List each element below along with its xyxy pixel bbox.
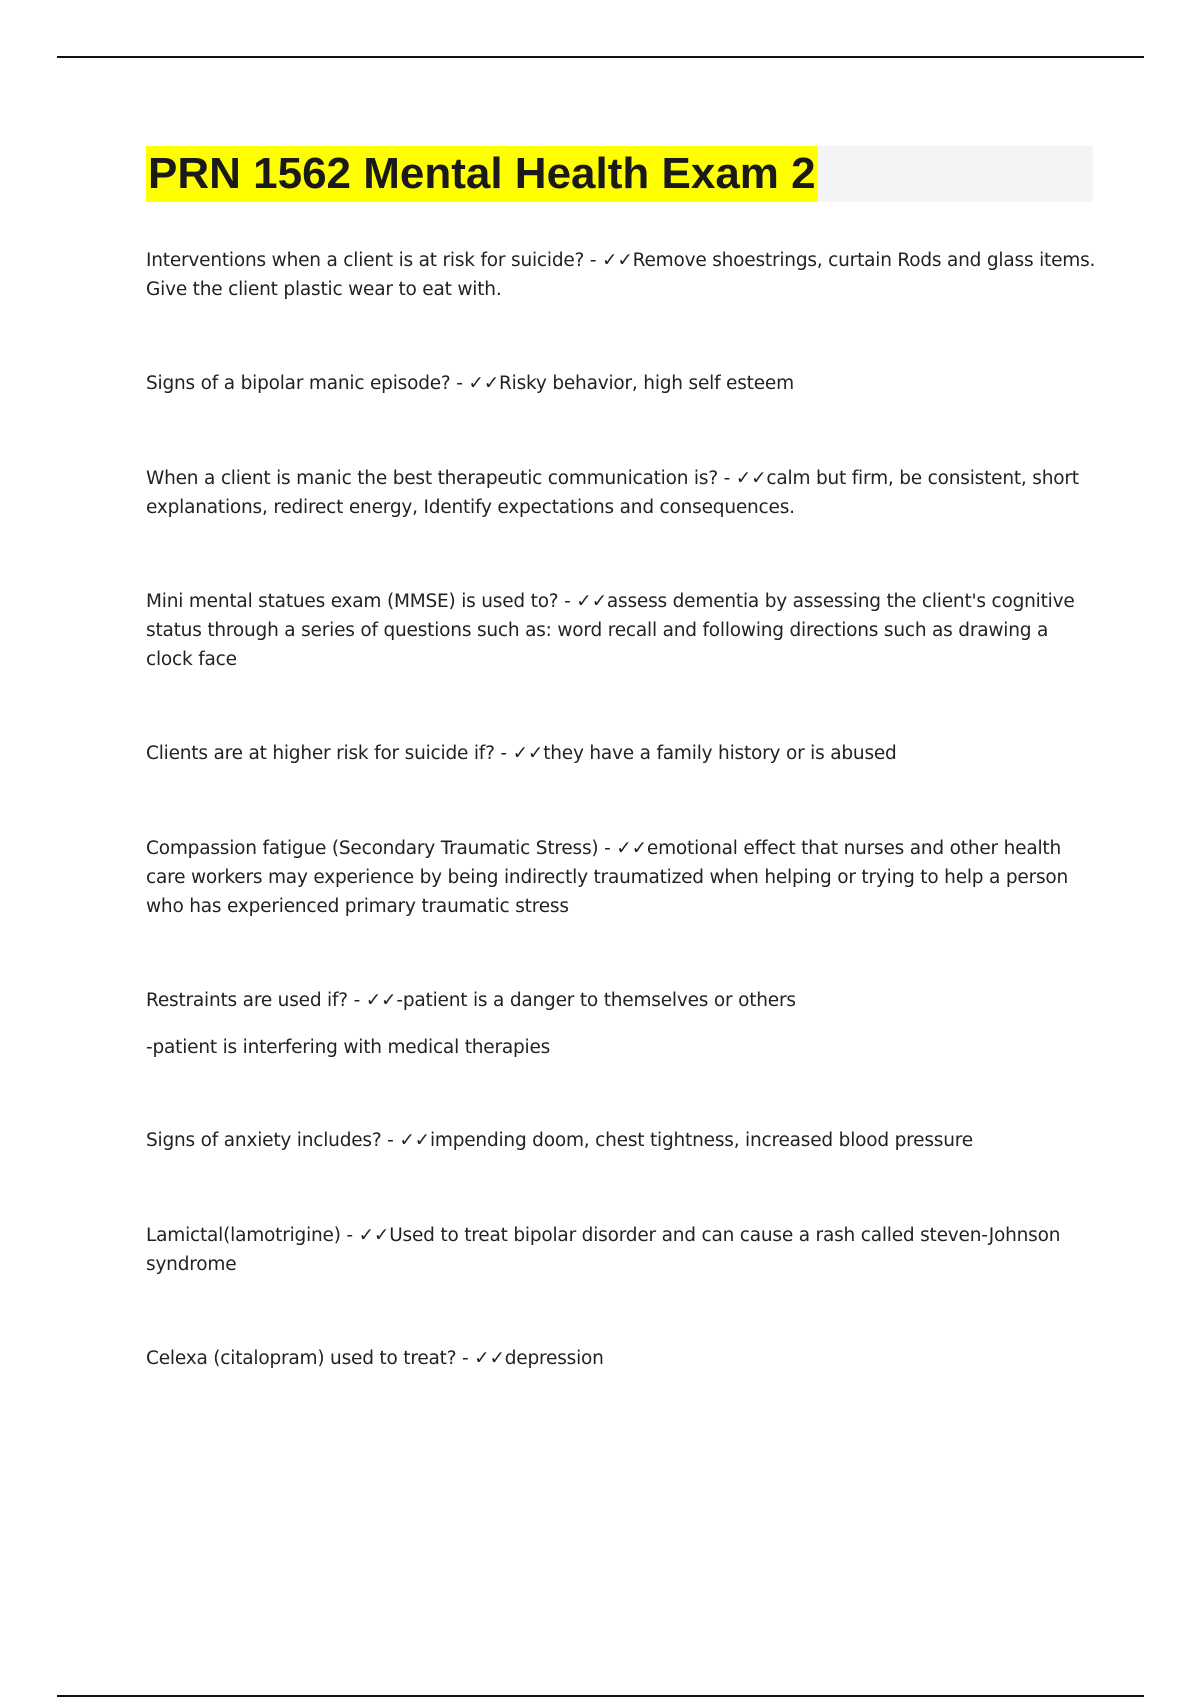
question: Signs of anxiety includes? — [146, 1130, 382, 1151]
qa-item-10 — [146, 1344, 1096, 1373]
answer: emotional effect that nurses and other health care workers may experience by being indirectly traumatized when helping or trying to help a person who has experienced primary traumatic stress — [146, 838, 1069, 917]
answer: calm but firm, be consistent, short explanations, redirect energy, Identify expectations and consequences. — [146, 468, 1079, 518]
answer: impending doom, chest tightness, increased blood pressure — [429, 1130, 973, 1151]
question: Restraints are used if? — [146, 990, 348, 1011]
check-separator: - ✓✓ — [340, 1225, 390, 1246]
qa-item-4 — [146, 587, 1096, 674]
qa-item-7-extra-line: -patient is interfering with medical therapies — [146, 1037, 551, 1058]
question: When a client is manic the best therapeutic communication is? — [146, 468, 718, 489]
check-separator: - ✓✓ — [584, 250, 633, 271]
bottom-rule — [57, 1695, 1144, 1697]
answer: Used to treat bipolar disorder and can cause a rash called steven-Johnson syndrome — [146, 1225, 1061, 1275]
question: Interventions when a client is at risk for suicide? — [146, 250, 585, 271]
answer: assess dementia by assessing the client's cognitive status through a series of questions such as: word recall and following directions such as drawing a clock face — [146, 591, 1075, 670]
check-separator: - ✓✓ — [347, 990, 397, 1011]
top-rule — [57, 56, 1144, 58]
check-separator: - ✓✓ — [381, 1130, 430, 1151]
check-separator: - ✓✓ — [717, 468, 767, 489]
check-separator: - ✓✓ — [558, 591, 607, 612]
question: Compassion fatigue (Secondary Traumatic Stress) — [146, 838, 599, 859]
answer: depression — [504, 1348, 604, 1369]
qa-item-7 — [146, 986, 1096, 1015]
check-separator: - ✓✓ — [598, 838, 647, 859]
document-title: PRN 1562 Mental Health Exam 2 — [146, 146, 818, 202]
question: Lamictal(lamotrigine) — [146, 1225, 341, 1246]
check-separator: - ✓✓ — [494, 743, 544, 764]
qa-item-6 — [146, 834, 1096, 921]
answer: they have a family history or is abused — [543, 743, 897, 764]
question: Clients are at higher risk for suicide if? — [146, 743, 495, 764]
qa-item-2 — [146, 369, 1096, 398]
answer: Risky behavior, high self esteem — [499, 373, 794, 394]
answer: -patient is a danger to themselves or others — [396, 990, 796, 1011]
answer: Remove shoestrings, curtain Rods and glass items. Give the client plastic wear to eat with. — [146, 250, 1096, 300]
qa-item-8 — [146, 1126, 1096, 1155]
check-separator: - ✓✓ — [450, 373, 500, 394]
qa-item-1 — [146, 246, 1096, 304]
qa-item-5 — [146, 739, 1096, 768]
qa-item-3 — [146, 464, 1096, 522]
question: Signs of a bipolar manic episode? — [146, 373, 451, 394]
qa-item-9 — [146, 1221, 1096, 1279]
question: Celexa (citalopram) used to treat? — [146, 1348, 457, 1369]
question: Mini mental statues exam (MMSE) is used to? — [146, 591, 559, 612]
check-separator: - ✓✓ — [456, 1348, 505, 1369]
